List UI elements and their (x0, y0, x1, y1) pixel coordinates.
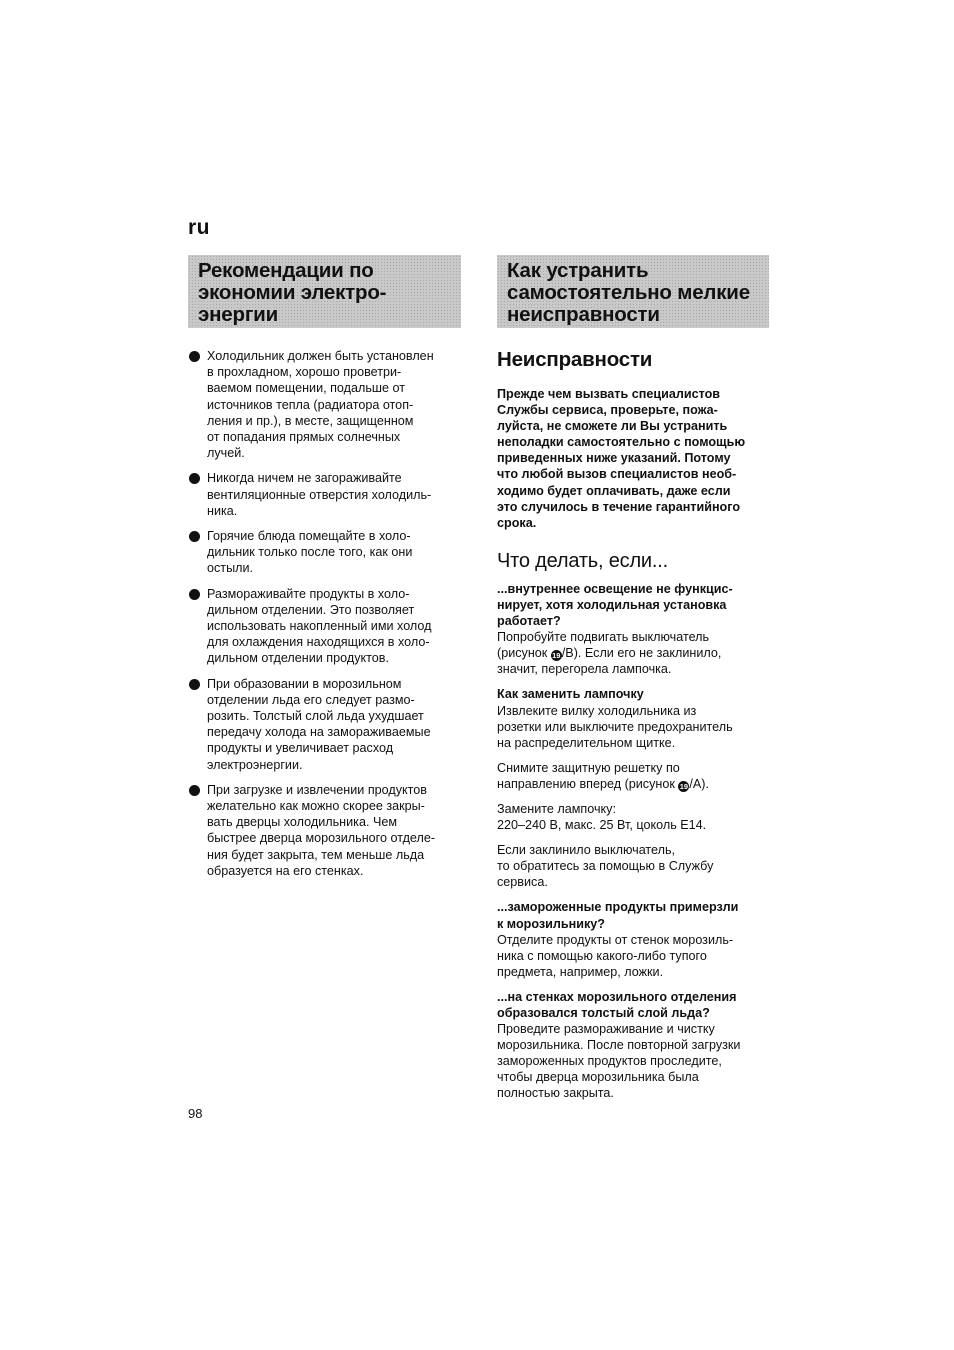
answer-light: Попробуйте подвигать выключатель (рисунок 19/B). Если его не заклинило, значит, перегорела лампочка. (497, 630, 722, 677)
list-item: При образовании в морозильном отделении льда его следует размо- розить. Толстый слой льда ухудшает передачу холода на замораживаемые продукты и увеличивает расход электроэнергии. (188, 676, 463, 773)
bullet-icon (189, 785, 200, 796)
language-code: ru (188, 216, 210, 239)
section-banner-energy-saving (188, 255, 461, 328)
question-light: ...внутреннее освещение не функцис- нирует, хотя холодильная установка работает? (497, 581, 733, 629)
question-thick-ice: ...на стенках морозильного отделения образовался толстый слой льда? (497, 989, 737, 1020)
heading-faults: Неисправности (497, 348, 653, 371)
lamp-step-3: Замените лампочку: 220–240 В, макс. 25 Вт, цоколь Е14. (497, 801, 707, 833)
list-item: Горячие блюда помещайте в холо- дильник только после того, как они остыли. (188, 528, 463, 577)
lamp-step-4: Если заклинило выключатель, то обратитесь за помощью в Службу сервиса. (497, 843, 714, 890)
bullet-icon (189, 473, 200, 484)
section-title-energy-saving: Рекомендации по экономии электро- энергии (198, 259, 387, 326)
answer-thick-ice: Проведите размораживание и чистку морозильника. После повторной загрузки замороженных продуктов проследите, чтобы дверца морозильника была полностью закрыта. (497, 1022, 741, 1101)
list-item: Никогда ничем не загораживайте вентиляционные отверстия холодиль- ника. (188, 470, 463, 519)
answer-frozen-stuck: Отделите продукты от стенок морозиль- ника с помощью какого-либо тупого предмета, например, ложки. (497, 932, 734, 979)
list-item: Размораживайте продукты в холо- дильном отделении. Это позволяет использовать накопленный ими холод для охлаждения находящихся в холо- дильном отделении продуктов. (188, 586, 463, 667)
question-frozen-stuck: ...замороженные продукты примерзли к морозильнику? (497, 900, 739, 931)
list-item: При загрузке и извлечении продуктов желательно как можно скорее закры- вать дверцы холодильника. Чем быстрее дверца морозильного отделе- ния будет закрыта, тем меньше льда образуется на его стенках. (188, 782, 463, 879)
section-title-troubleshooting: Как устранить самостоятельно мелкие неисправности (507, 259, 750, 326)
lamp-step-2: Снимите защитную решетку по направлению вперед (рисунок 19/A). (497, 760, 709, 791)
bullet-icon (189, 679, 200, 690)
list-item: Холодильник должен быть установлен в прохладном, хорошо проветри- ваемом помещении, подальше от источников тепла (радиатора отоп- ления и пр.), в месте, защищенном от попадания прямых солнечных лучей. (188, 348, 463, 461)
section-banner-troubleshooting (497, 255, 769, 328)
lamp-step-1: Извлеките вилку холодильника из розетки или выключите предохранитель на распределительном щитке. (497, 703, 733, 750)
energy-tips-list (188, 348, 463, 879)
intro-paragraph: Прежде чем вызвать специалистов Службы сервиса, проверьте, пожа- луйста, не сможете ли Вы устранить неполадки самостоятельно с помощью приведенных ниже указаний. Потому что любой вызов специалистов необ- ходимо будет оплачивать, даже если это случилось в течение гарантийного срока. (497, 387, 746, 530)
troubleshooting-column (497, 348, 772, 1102)
bullet-icon (189, 531, 200, 542)
figure-number-badge: 19 (552, 651, 561, 661)
heading-replace-lamp: Как заменить лампочку (497, 687, 644, 702)
figure-number-badge: 19 (679, 781, 689, 791)
energy-saving-column (188, 348, 463, 888)
bullet-icon (189, 351, 200, 362)
heading-what-to-do: Что делать, если... (497, 549, 668, 572)
page-number: 98 (188, 1106, 203, 1121)
bullet-icon (189, 589, 200, 600)
